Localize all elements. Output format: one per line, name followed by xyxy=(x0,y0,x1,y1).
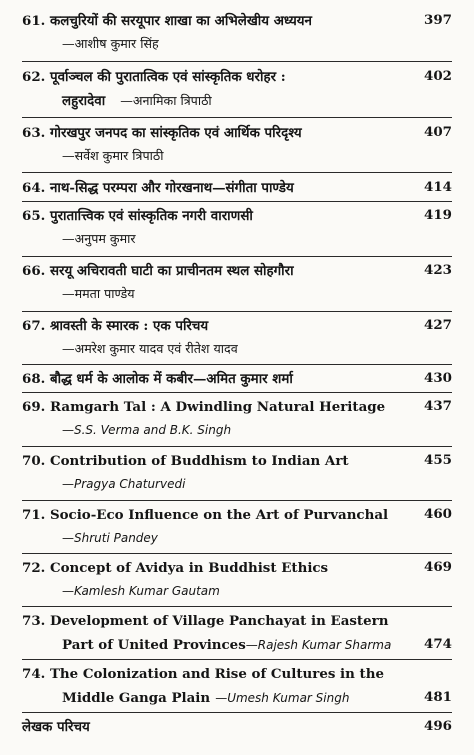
toc-entry-72 xyxy=(22,555,452,603)
divider xyxy=(22,712,452,713)
toc-entry-74 xyxy=(22,661,452,709)
entry-title: 69. Ramgarh Tal : A Dwindling Natural Heritage xyxy=(22,399,386,415)
toc-entry-65 xyxy=(22,203,452,251)
divider xyxy=(22,553,452,554)
divider xyxy=(22,256,452,257)
divider xyxy=(22,61,452,62)
entry-author: —Kamlesh Kumar Gautam xyxy=(62,584,220,598)
divider xyxy=(22,606,452,607)
entry-author: —अमरेश कुमार यादव एवं रीतेश यादव xyxy=(62,341,238,356)
entry-author: —अनुपम कुमार xyxy=(62,231,136,246)
page-number: 430 xyxy=(424,370,452,386)
divider xyxy=(22,172,452,173)
divider xyxy=(22,201,452,202)
entry-author: —S.S. Verma and B.K. Singh xyxy=(62,423,232,437)
entry-author: —Umesh Kumar Singh xyxy=(215,691,350,705)
entry-title: 61. कलचुरियों की सरयूपार शाखा का अभिलेखीय अध्ययन xyxy=(22,13,312,29)
toc-entry-63 xyxy=(22,120,452,168)
page-number: 419 xyxy=(424,207,452,223)
page-number: 474 xyxy=(424,636,452,652)
toc-entry-70 xyxy=(22,448,452,496)
page-number: 437 xyxy=(424,398,452,414)
divider xyxy=(22,311,452,312)
entry-title: 68. बौद्ध धर्म के आलोक में कबीर—अमित कुमार शर्मा xyxy=(22,371,293,387)
page-number: 407 xyxy=(424,124,452,140)
page-number: 397 xyxy=(424,12,452,28)
toc-entry-67 xyxy=(22,313,452,361)
toc-entry-author-intro xyxy=(22,714,452,738)
divider xyxy=(22,446,452,447)
entry-title: 74. The Colonization and Rise of Cultures in the xyxy=(22,666,384,682)
entry-author: —ममता पाण्डेय xyxy=(62,286,135,301)
toc-entry-68 xyxy=(22,366,452,390)
entry-title: 72. Concept of Avidya in Buddhist Ethics xyxy=(22,560,329,576)
entry-title: 63. गोरखपुर जनपद का सांस्कृतिक एवं आर्थिक परिदृश्य xyxy=(22,125,302,141)
entry-title-continued: Part of United Provinces xyxy=(62,637,246,653)
entry-title: 66. सरयू अचिरावती घाटी का प्राचीनतम स्थल सोहगौरा xyxy=(22,263,294,279)
toc-entry-62 xyxy=(22,64,452,112)
toc-entry-61 xyxy=(22,8,452,56)
divider xyxy=(22,659,452,660)
toc-entry-66 xyxy=(22,258,452,306)
entry-author: —Pragya Chaturvedi xyxy=(62,477,186,491)
entry-title: 73. Development of Village Panchayat in Eastern xyxy=(22,613,389,629)
divider xyxy=(22,117,452,118)
entry-author: —अनामिका त्रिपाठी xyxy=(120,93,212,108)
page-number: 427 xyxy=(424,317,452,333)
page-number: 414 xyxy=(424,179,452,195)
page-number: 423 xyxy=(424,262,452,278)
entry-author: —Shruti Pandey xyxy=(62,531,158,545)
divider xyxy=(22,500,452,501)
entry-title: लेखक परिचय xyxy=(22,719,90,735)
page-number: 496 xyxy=(424,718,452,734)
toc-entry-69 xyxy=(22,394,452,442)
page-number: 469 xyxy=(424,559,452,575)
entry-title: 70. Contribution of Buddhism to Indian Art xyxy=(22,453,349,469)
entry-author: —Rajesh Kumar Sharma xyxy=(245,638,392,652)
entry-title: 67. श्रावस्ती के स्मारक : एक परिचय xyxy=(22,318,209,334)
page-number: 402 xyxy=(424,68,452,84)
entry-author: —सर्वेश कुमार त्रिपाठी xyxy=(62,148,164,163)
entry-title: 71. Socio-Eco Influence on the Art of Purvanchal xyxy=(22,507,389,523)
entry-title: 62. पूर्वाञ्चल की पुरातात्विक एवं सांस्कृतिक धरोहर : xyxy=(22,69,286,85)
toc-entry-71 xyxy=(22,502,452,550)
page-number: 460 xyxy=(424,506,452,522)
entry-title-continued: Middle Ganga Plain xyxy=(62,690,211,706)
page-number: 455 xyxy=(424,452,452,468)
page-number: 481 xyxy=(424,689,452,705)
toc-entry-64 xyxy=(22,175,452,199)
divider xyxy=(22,392,452,393)
entry-title-continued: लहुरादेवा xyxy=(62,93,106,109)
divider xyxy=(22,364,452,365)
entry-title: 65. पुरातात्त्विक एवं सांस्कृतिक नगरी वाराणसी xyxy=(22,208,253,224)
toc-entry-73 xyxy=(22,608,452,656)
entry-author: —आशीष कुमार सिंह xyxy=(62,36,159,51)
entry-title: 64. नाथ-सिद्ध परम्परा और गोरखनाथ—संगीता पाण्डेय xyxy=(22,180,294,196)
